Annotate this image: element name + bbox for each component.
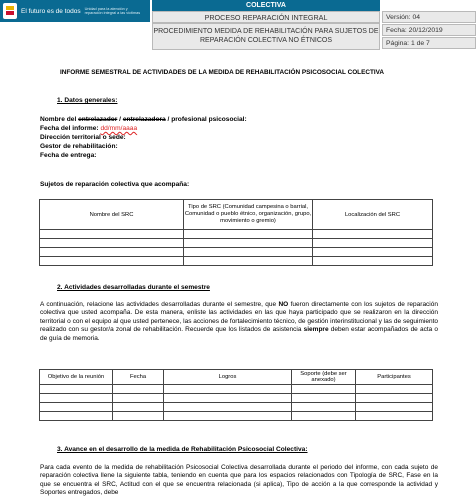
- col-src-location: Localización del SRC: [313, 200, 433, 230]
- section-2-paragraph: [40, 301, 438, 343]
- table-row: [40, 257, 433, 266]
- field-territorial: Dirección territorial o sede:: [40, 134, 126, 141]
- field-name-sep: /: [117, 116, 123, 123]
- col-objective: Objetivo de la reunión: [40, 370, 113, 385]
- table-cell[interactable]: [313, 257, 433, 266]
- table-cell[interactable]: [40, 403, 113, 412]
- col-achievements: Logros: [164, 370, 292, 385]
- table-cell[interactable]: [40, 239, 184, 248]
- col-date: Fecha: [113, 370, 164, 385]
- table-cell[interactable]: [164, 385, 292, 394]
- document-title: INFORME SEMESTRAL DE ACTIVIDADES DE LA MEDIDA DE REHABILITACIÓN PSICOSOCIAL COLECTIVA: [60, 69, 385, 76]
- col-src-name: Nombre del SRC: [40, 200, 184, 230]
- table-cell[interactable]: [164, 403, 292, 412]
- page-number: Página: 1 de 7: [382, 37, 476, 49]
- table-cell[interactable]: [40, 230, 184, 239]
- table-cell[interactable]: [113, 385, 164, 394]
- table-cell[interactable]: [184, 248, 313, 257]
- table-header-row: [40, 370, 433, 385]
- table-cell[interactable]: [313, 239, 433, 248]
- logo-title: El futuro es de todos: [21, 7, 81, 15]
- table-header-row: [40, 200, 433, 230]
- table-cell[interactable]: [40, 385, 113, 394]
- table-row: [40, 394, 433, 403]
- table-row: [40, 403, 433, 412]
- table-cell[interactable]: [356, 403, 433, 412]
- table-cell[interactable]: [184, 257, 313, 266]
- table-cell[interactable]: [40, 257, 184, 266]
- table-cell[interactable]: [113, 394, 164, 403]
- table-cell[interactable]: [313, 248, 433, 257]
- col-src-type: Tipo de SRC (Comunidad campesina o barrial, Comunidad o pueblo étnico, organización, grupo, movimiento o gremio): [184, 200, 313, 230]
- table-row: [40, 239, 433, 248]
- field-name: [40, 116, 247, 124]
- s2-text-siempre: siempre: [303, 326, 329, 334]
- section-2-heading: 2. Actividades desarrolladas durante el semestre: [57, 284, 210, 291]
- s2-text-no: NO: [278, 301, 289, 308]
- table-cell[interactable]: [40, 394, 113, 403]
- table-cell[interactable]: [292, 412, 356, 421]
- field-name-struck-1: entrelazador: [78, 116, 118, 123]
- process-name: PROCESO REPARACIÓN INTEGRAL: [152, 11, 380, 23]
- document-header: [0, 0, 476, 54]
- institution-logo: [0, 0, 150, 22]
- table-row: [40, 385, 433, 394]
- field-name-tail: / profesional psicosocial:: [165, 116, 247, 123]
- table-cell[interactable]: [164, 394, 292, 403]
- table-row: [40, 248, 433, 257]
- col-participants: Participantes: [356, 370, 433, 385]
- report-date-value: dd/mm/aaaa: [100, 125, 138, 132]
- col-support: Soporte (debe ser anexado): [292, 370, 356, 385]
- field-name-label: Nombre del: [40, 116, 79, 123]
- table-cell[interactable]: [184, 230, 313, 239]
- s2-text-a: A continuación, relacione las actividades desarrolladas durante el semestre, que: [40, 301, 279, 308]
- section-3-heading: 3. Avance en el desarrollo de la medida de Rehabilitación Psicosocial Colectiva:: [57, 446, 308, 453]
- table-cell[interactable]: [184, 239, 313, 248]
- table-row: [40, 230, 433, 239]
- field-name-struck-2: entrelazadora: [122, 116, 166, 123]
- table-cell[interactable]: [356, 385, 433, 394]
- table-cell[interactable]: [292, 385, 356, 394]
- version-label: Versión: 04: [382, 11, 476, 23]
- table-cell[interactable]: [313, 230, 433, 239]
- header-band: COLECTIVA: [152, 0, 380, 11]
- subjects-table: [39, 199, 433, 266]
- procedure-name: PROCEDIMIENTO MEDIDA DE REHABILITACIÓN PARA SUJETOS DE REPARACIÓN COLECTIVA NO ÉTNICOS: [152, 23, 380, 50]
- field-report-date: [40, 125, 137, 133]
- table-cell[interactable]: [356, 394, 433, 403]
- subjects-heading: Sujetos de reparación colectiva que acompaña:: [40, 181, 190, 188]
- report-date-label: Fecha del informe:: [40, 125, 101, 132]
- table-cell[interactable]: [40, 412, 113, 421]
- table-cell[interactable]: [356, 412, 433, 421]
- field-delivery-date: Fecha de entrega:: [40, 152, 97, 159]
- table-cell[interactable]: [292, 403, 356, 412]
- s2-text-b: fueron directamente con los sujetos de reparación colectiva que usted acompaña. De esta manera, enliste las actividades en las que haya participado que se realizaron en la dirección territorial o con el equipo al que usted pertenece, las acciones de fortalecimiento técnico, de gestión interinstitucional y las de seguimiento realizado con su gestor/a zonal de rehabilitación. Recuerde que los listados de asistencia: [40, 301, 438, 334]
- table-cell[interactable]: [113, 412, 164, 421]
- date-label: Fecha: 20/12/2019: [382, 24, 476, 36]
- logo-subtitle: Unidad para la atención y reparación integral a las víctimas: [84, 6, 141, 15]
- s2-text-c: deben estar acompañados de acta o de guía de memoria.: [40, 326, 439, 342]
- table-cell[interactable]: [292, 394, 356, 403]
- field-gestor: Gestor de rehabilitación:: [40, 143, 118, 150]
- activities-table: [39, 369, 433, 421]
- section-3-paragraph: Para cada evento de la medida de rehabilitación Psicosocial Colectiva desarrollada durante el periodo del informe, con cada sujeto de reparación colectiva llene la siguiente tabla, teniendo en cuenta que para los espacios relacionados con Tipología de SRC, Fase en la que se encuentra el SRC, Actitud con el que se encuentra relacionada (si aplica), Tipo de acción a la que corresponde la actividad y Soportes entregados, debe: [40, 464, 438, 497]
- table-cell[interactable]: [164, 412, 292, 421]
- table-cell[interactable]: [113, 403, 164, 412]
- flag-icon: [3, 3, 17, 19]
- table-cell[interactable]: [40, 248, 184, 257]
- table-row: [40, 412, 433, 421]
- section-1-heading: 1. Datos generales:: [57, 97, 118, 104]
